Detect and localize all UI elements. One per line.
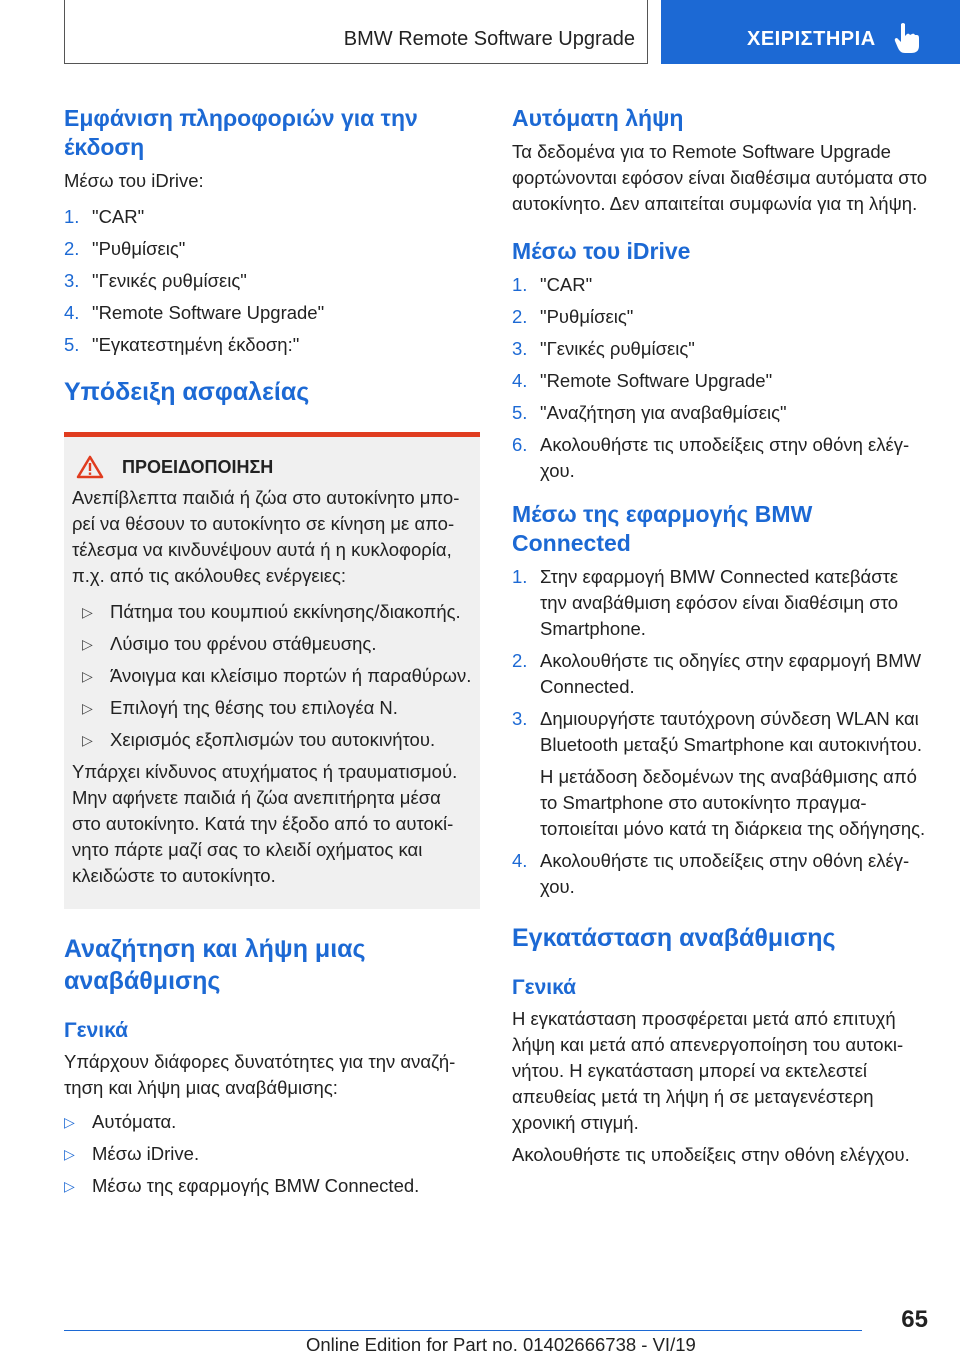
list-item: 2. "Ρυθμίσεις" (64, 238, 186, 259)
idrive-steps (512, 272, 928, 484)
search-text: Υπάρχουν διάφορες δυνατότητες για την αναζήτηση και λήψη μιας αναβάθμισης: (64, 1051, 456, 1098)
list-item: ▷ Πάτημα του κουμπιού εκκίνησης/διακοπής. (72, 599, 472, 625)
subsection-general-install: Γενικά (512, 976, 577, 999)
list-item: 2. "Ρυθμίσεις" (512, 306, 634, 327)
list-item: ▷ Χειρισμός εξοπλισμών του αυτοκινήτου. (72, 727, 472, 753)
triangle-bullet-icon: ▷ (82, 668, 93, 684)
page-number: 65 (901, 1306, 928, 1333)
list-item: 2. Ακολουθήστε τις οδηγίες στην εφαρμογή BMW Connected. (512, 650, 922, 697)
list-item: 4. Ακολουθήστε τις υποδείξεις στην οθόνη ελέγχου. (512, 850, 910, 897)
right-column (512, 104, 928, 1168)
warning-text: Ανεπίβλεπτα παιδιά ή ζώα στο αυτοκίνητο μπορεί να θέσουν το αυτοκίνητο σε κίνηση με αποτέλεσμα να κινδυνέψουν αυτά ή η κυκλοφορία, π.χ. από τις ακόλουθες ενέργειες: (72, 487, 460, 586)
list-item: 1. "CAR" (512, 274, 593, 295)
list-item: ▷ Αυτόματα. (64, 1109, 480, 1135)
list-item: 3. Δημιουργήστε ταυτόχρονη σύνδεση WLAN και Bluetooth μεταξύ Smartphone και αυτοκινήτου. (512, 708, 923, 755)
header-frame (64, 0, 648, 64)
list-item: ▷ Μέσω iDrive. (64, 1141, 480, 1167)
search-options (64, 1109, 480, 1199)
footer-divider (64, 1330, 862, 1331)
tab-controls-label: ΧΕΙΡΙΣΤΗΡΙΑ (747, 28, 876, 50)
section-title-app: Μέσω της εφαρμογής BMW Connected (512, 501, 813, 556)
list-item: 3. "Γενικές ρυθμίσεις" (512, 338, 695, 359)
hand-pointer-icon (893, 22, 921, 54)
header-title: BMW Remote Software Upgrade (343, 28, 635, 50)
list-item: ▷ Επιλογή της θέσης του επιλογέα N. (72, 695, 472, 721)
intro-text: Μέσω του iDrive: (64, 170, 204, 191)
app-steps-cont (512, 848, 928, 900)
triangle-bullet-icon: ▷ (64, 1114, 75, 1130)
section-title-idrive: Μέσω του iDrive (512, 238, 691, 264)
section-title-version: Εμφάνιση πληροφοριών για την έκδοση (64, 105, 418, 160)
list-item: ▷ Μέσω της εφαρμογής BMW Connected. (64, 1173, 480, 1199)
list-item: 4. "Remote Software Upgrade" (64, 302, 325, 323)
warning-triangle-icon (76, 455, 104, 479)
list-item: 5. "Αναζήτηση για αναβαθμίσεις" (512, 402, 787, 423)
left-column (64, 104, 480, 1205)
section-title-search: Αναζήτηση και λήψη μιας αναβάθμισης (64, 935, 366, 995)
triangle-bullet-icon: ▷ (82, 636, 93, 652)
warning-footer: Υπάρχει κίνδυνος ατυχήματος ή τραυματισμού. Μην αφήνετε παιδιά ή ζώα ανεπιτήρητα μέσα στο αυτοκίνητο. Κατά την έξοδο από το αυτοκίνητο πάρτε μαζί σας το κλειδί οχήματος και κλειδώστε το αυτοκίνητο. (72, 761, 458, 886)
subsection-general: Γενικά (64, 1019, 129, 1042)
triangle-bullet-icon: ▷ (82, 700, 93, 716)
auto-text: Τα δεδομένα για το Remote Software Upgrade φορτώνονται εφόσον είναι διαθέσιμα αυτόματα στο αυτοκίνητο. Δεν απαιτείται συμφωνία για τη λήψη. (512, 141, 928, 214)
app-note: Η μετάδοση δεδομένων της αναβάθμισης από το Smartphone στο αυτοκίνητο πραγματοποιείται μόνο κατά τη διάρκεια της οδήγησης. (540, 766, 926, 839)
list-item: 1. "CAR" (64, 206, 145, 227)
list-item: ▷ Άνοιγμα και κλείσιμο πορτών ή παραθύρων. (72, 663, 472, 689)
section-title-safety: Υπόδειξη ασφαλείας (64, 378, 310, 406)
triangle-bullet-icon: ▷ (82, 732, 93, 748)
warning-list (72, 599, 472, 753)
footer-edition: Online Edition for Part no. 01402666738 - VI/19 (306, 1334, 696, 1355)
app-steps (512, 564, 928, 758)
install-text-2: Ακολουθήστε τις υποδείξεις στην οθόνη ελέγχου. (512, 1144, 910, 1165)
list-item: ▷ Λύσιμο του φρένου στάθμευσης. (72, 631, 472, 657)
triangle-bullet-icon: ▷ (82, 604, 93, 620)
tab-controls[interactable] (661, 0, 960, 64)
section-title-auto: Αυτόματη λήψη (512, 105, 684, 131)
warning-box (64, 432, 480, 909)
list-item: 3. "Γενικές ρυθμίσεις" (64, 270, 247, 291)
list-item: 1. Στην εφαρμογή BMW Connected κατεβάστε την αναβάθμιση εφόσον είναι διαθέσιμη στο Smartphone. (512, 566, 899, 639)
version-steps (64, 204, 480, 358)
install-text: Η εγκατάσταση προσφέρεται μετά από επιτυχή λήψη και μετά από απενεργοποίηση του αυτοκινήτου. Η εγκατάσταση μπορεί να εκτελεστεί απευθείας μετά τη λήψη ή σε μεταγενέστερη χρονική στιγμή. (512, 1008, 904, 1133)
triangle-bullet-icon: ▷ (64, 1146, 75, 1162)
triangle-bullet-icon: ▷ (64, 1178, 75, 1194)
section-title-install: Εγκατάσταση αναβάθμισης (512, 924, 836, 952)
list-item: 6. Ακολουθήστε τις υποδείξεις στην οθόνη ελέγχου. (512, 434, 910, 481)
warning-title: ΠΡΟΕΙΔΟΠΟΙΗΣΗ (122, 456, 274, 477)
list-item: 5. "Εγκατεστημένη έκδοση:" (64, 334, 300, 355)
list-item: 4. "Remote Software Upgrade" (512, 370, 773, 391)
